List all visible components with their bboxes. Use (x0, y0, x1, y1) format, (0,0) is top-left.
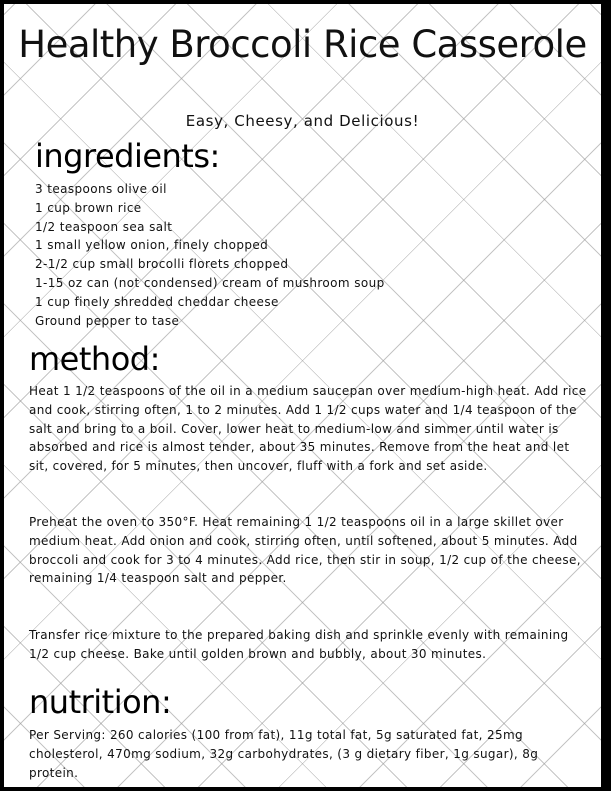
ingredient-item: 1-15 oz can (not condensed) cream of mushroom soup (35, 275, 385, 290)
recipe-card (4, 4, 601, 787)
method-heading: method: (29, 340, 160, 378)
recipe-subtitle: Easy, Cheesy, and Delicious! (185, 112, 420, 130)
method-step: Heat 1 1/2 teaspoons of the oil in a medium saucepan over medium-high heat. Add rice and cook, stirring often, 1 to 2 minutes. Add 1 1/2 cups water and 1/4 teaspoon of the salt and bring to a boil. Cover, lower heat to medium-low and simmer until water is absorbed and rice is almost tender, about 35 minutes. Remove from the heat and let sit, covered, for 5 minutes, then uncover, fluff with a fork and set aside. (29, 384, 587, 474)
method-step: Transfer rice mixture to the prepared baking dish and sprinkle evenly with remaining 1/2 cup cheese. Bake until golden brown and bubbly, about 30 minutes. (29, 628, 569, 661)
ingredient-item: Ground pepper to tase (35, 313, 180, 328)
recipe-title: Healthy Broccoli Rice Casserole (18, 23, 587, 66)
method-step: Preheat the oven to 350°F. Heat remaining 1 1/2 teaspoons oil in a large skillet over medium heat. Add onion and cook, stirring often, until softened, about 5 minutes. Add broccoli and cook for 3 to 4 minutes. Add rice, then stir in soup, 1/2 cup of the cheese, remaining 1/4 teaspoon salt and pepper. (29, 515, 581, 586)
ingredient-item: 1/2 teaspoon sea salt (35, 219, 173, 234)
ingredient-item: 1 cup brown rice (35, 200, 142, 215)
ingredient-item: 1 small yellow onion, finely chopped (35, 238, 269, 253)
ingredient-item: 2-1/2 cup small brocolli florets chopped (35, 257, 289, 272)
ingredients-heading: ingredients: (35, 137, 220, 175)
ingredient-item: 1 cup finely shredded cheddar cheese (35, 294, 279, 309)
nutrition-text: Per Serving: 260 calories (100 from fat), 11g total fat, 5g saturated fat, 25mg cholesterol, 470mg sodium, 32g carbohydrates, (3 g dietary fiber, 1g sugar), 8g protein. (29, 728, 539, 780)
ingredient-item: 3 teaspoons olive oil (35, 182, 167, 196)
ingredients-list (35, 180, 385, 330)
nutrition-heading: nutrition: (29, 683, 172, 721)
